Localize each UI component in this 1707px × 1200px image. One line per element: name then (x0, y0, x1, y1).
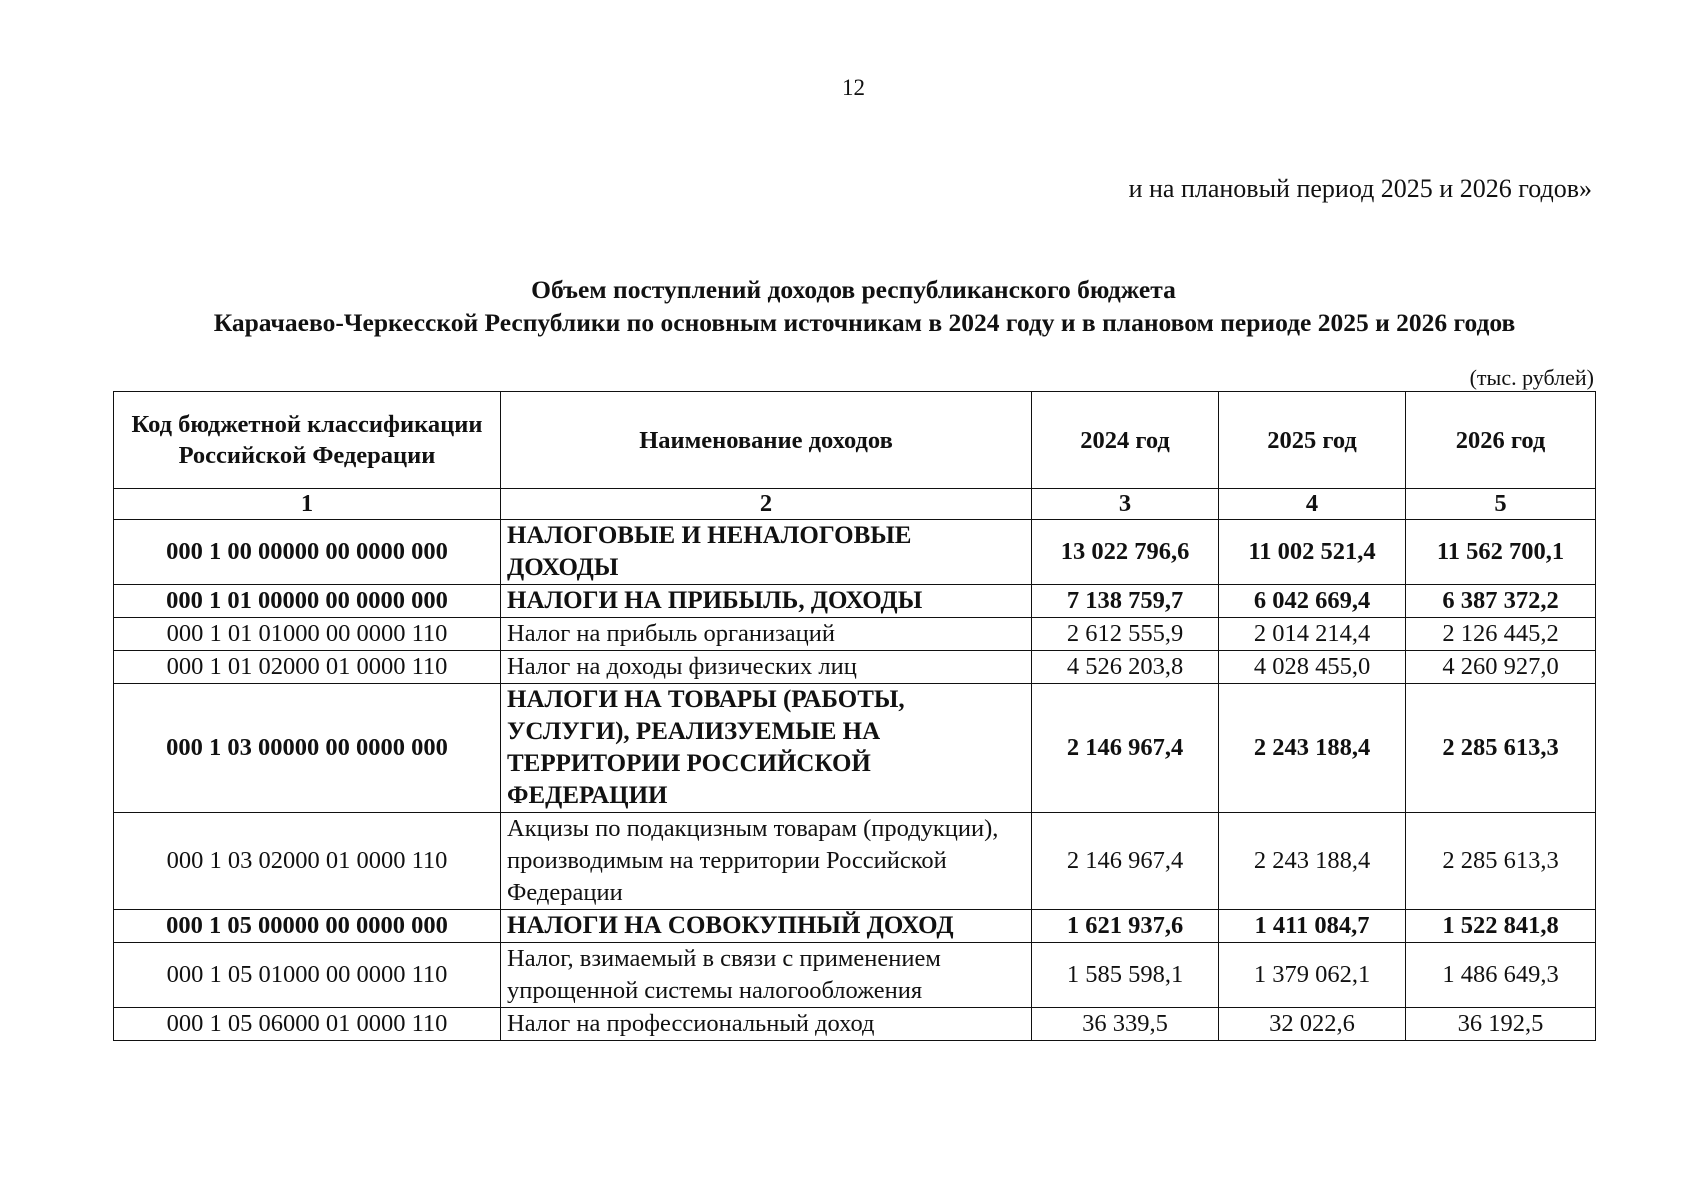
title-line-1: Объем поступлений доходов республиканского бюджета (531, 275, 1176, 304)
row-value-2025: 2 014 214,4 (1219, 618, 1406, 651)
row-value-2026: 4 260 927,0 (1406, 651, 1596, 684)
table-row (114, 520, 1596, 585)
row-value-2026: 1 486 649,3 (1406, 943, 1596, 1008)
column-number-row (114, 489, 1596, 520)
column-number: 1 (114, 489, 501, 520)
page-number: 12 (842, 75, 865, 100)
income-table (113, 391, 1596, 1041)
row-name: НАЛОГОВЫЕ И НЕНАЛОГОВЫЕ ДОХОДЫ (501, 520, 1032, 585)
row-value-2024: 2 146 967,4 (1032, 813, 1219, 910)
row-value-2025: 11 002 521,4 (1219, 520, 1406, 585)
column-number: 3 (1032, 489, 1219, 520)
row-value-2024: 1 621 937,6 (1032, 910, 1219, 943)
table-header-row (114, 392, 1596, 489)
header-name: Наименование доходов (501, 392, 1032, 489)
row-code: 000 1 05 01000 00 0000 110 (114, 943, 501, 1008)
units-label: (тыс. рублей) (1469, 365, 1594, 390)
row-value-2025: 6 042 669,4 (1219, 585, 1406, 618)
column-number: 4 (1219, 489, 1406, 520)
row-name: Налог на профессиональный доход (501, 1008, 1032, 1041)
table-row (114, 813, 1596, 910)
row-code: 000 1 03 02000 01 0000 110 (114, 813, 501, 910)
header-code: Код бюджетной классификации Российской Федерации (114, 392, 501, 489)
row-value-2025: 1 411 084,7 (1219, 910, 1406, 943)
row-value-2024: 7 138 759,7 (1032, 585, 1219, 618)
row-value-2024: 2 146 967,4 (1032, 684, 1219, 813)
row-value-2025: 2 243 188,4 (1219, 813, 1406, 910)
row-value-2026: 2 126 445,2 (1406, 618, 1596, 651)
row-value-2026: 2 285 613,3 (1406, 684, 1596, 813)
table-row (114, 910, 1596, 943)
document-subtitle-line: и на плановый период 2025 и 2026 годов» (1128, 174, 1592, 203)
row-name: Налог, взимаемый в связи с применением упрощенной системы налогообложения (501, 943, 1032, 1008)
row-value-2025: 1 379 062,1 (1219, 943, 1406, 1008)
row-value-2024: 2 612 555,9 (1032, 618, 1219, 651)
row-code: 000 1 05 06000 01 0000 110 (114, 1008, 501, 1041)
row-code: 000 1 01 00000 00 0000 000 (114, 585, 501, 618)
header-2025: 2025 год (1219, 392, 1406, 489)
row-value-2026: 2 285 613,3 (1406, 813, 1596, 910)
row-value-2025: 32 022,6 (1219, 1008, 1406, 1041)
row-code: 000 1 01 01000 00 0000 110 (114, 618, 501, 651)
row-name: НАЛОГИ НА ПРИБЫЛЬ, ДОХОДЫ (501, 585, 1032, 618)
row-value-2026: 36 192,5 (1406, 1008, 1596, 1041)
table-row (114, 943, 1596, 1008)
table-row (114, 1008, 1596, 1041)
row-value-2026: 1 522 841,8 (1406, 910, 1596, 943)
row-name: НАЛОГИ НА ТОВАРЫ (РАБОТЫ, УСЛУГИ), РЕАЛИЗУЕМЫЕ НА ТЕРРИТОРИИ РОССИЙСКОЙ ФЕДЕРАЦИИ (501, 684, 1032, 813)
header-2024: 2024 год (1032, 392, 1219, 489)
row-value-2026: 6 387 372,2 (1406, 585, 1596, 618)
row-code: 000 1 05 00000 00 0000 000 (114, 910, 501, 943)
row-value-2025: 4 028 455,0 (1219, 651, 1406, 684)
column-number: 2 (501, 489, 1032, 520)
row-code: 000 1 01 02000 01 0000 110 (114, 651, 501, 684)
row-name: Налог на доходы физических лиц (501, 651, 1032, 684)
title-line-2: Карачаево-Черкесской Республики по основным источникам в 2024 году и в плановом периоде 2025 и 2026 годов (213, 308, 1516, 337)
row-code: 000 1 00 00000 00 0000 000 (114, 520, 501, 585)
table-row (114, 651, 1596, 684)
table-row (114, 585, 1596, 618)
row-name: НАЛОГИ НА СОВОКУПНЫЙ ДОХОД (501, 910, 1032, 943)
row-code: 000 1 03 00000 00 0000 000 (114, 684, 501, 813)
row-value-2024: 13 022 796,6 (1032, 520, 1219, 585)
column-number: 5 (1406, 489, 1596, 520)
row-value-2024: 4 526 203,8 (1032, 651, 1219, 684)
row-value-2026: 11 562 700,1 (1406, 520, 1596, 585)
row-name: Акцизы по подакцизным товарам (продукции), производимым на территории Российской Федерации (501, 813, 1032, 910)
header-2026: 2026 год (1406, 392, 1596, 489)
table-row (114, 618, 1596, 651)
row-value-2024: 1 585 598,1 (1032, 943, 1219, 1008)
row-name: Налог на прибыль организаций (501, 618, 1032, 651)
document-title (0, 273, 1707, 339)
table-row (114, 684, 1596, 813)
row-value-2024: 36 339,5 (1032, 1008, 1219, 1041)
row-value-2025: 2 243 188,4 (1219, 684, 1406, 813)
